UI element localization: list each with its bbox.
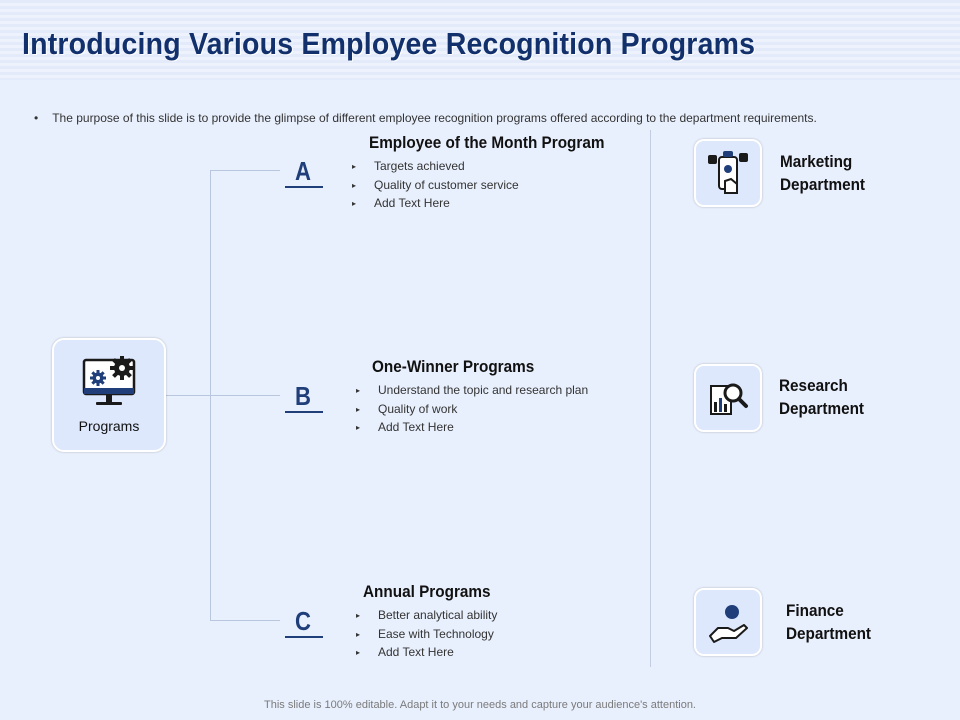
finance-dept-name <box>786 599 871 645</box>
letter-b: B <box>295 381 311 411</box>
section-b-title: One-Winner Programs <box>372 357 535 376</box>
list-item: ▸ Understand the topic and research plan <box>356 381 588 400</box>
list-item: ▸ Ease with Technology <box>356 625 497 644</box>
list-item: ▸ Better analytical ability <box>356 606 497 625</box>
marketing-tile <box>694 139 762 207</box>
social-media-phone-icon <box>704 149 752 197</box>
connector-a <box>210 170 280 171</box>
list-item: ▸ Add Text Here <box>356 418 588 437</box>
research-dept-name <box>779 374 864 420</box>
purpose-statement <box>34 111 817 125</box>
list-item: ▸ Targets achieved <box>352 157 519 176</box>
section-c-list <box>356 606 497 662</box>
dept-line: Department <box>780 175 866 194</box>
connector-center <box>162 395 280 396</box>
list-item: ▸ Add Text Here <box>356 643 497 662</box>
section-b-list <box>356 381 588 437</box>
dept-line: Finance <box>786 601 844 620</box>
research-tile <box>694 364 762 432</box>
letter-a: A <box>295 156 311 186</box>
dept-line: Marketing <box>780 152 853 171</box>
dept-line: Research <box>779 376 848 395</box>
column-divider <box>650 130 651 667</box>
bullet-dot: • <box>34 111 39 125</box>
section-a-list <box>352 157 519 213</box>
connector-c <box>210 620 280 621</box>
letter-b-underline <box>285 411 323 413</box>
list-item: ▸ Quality of customer service <box>352 176 519 195</box>
marketing-dept-name <box>780 150 865 196</box>
list-item: ▸ Quality of work <box>356 400 588 419</box>
dept-line: Department <box>779 399 865 418</box>
section-a-title: Employee of the Month Program <box>369 133 605 152</box>
programs-label: Programs <box>78 418 140 434</box>
slide-title: Introducing Various Employee Recognition Programs <box>22 26 756 61</box>
letter-c: C <box>295 606 311 636</box>
letter-a-underline <box>285 186 323 188</box>
dept-line: Department <box>786 624 872 643</box>
letter-c-underline <box>285 636 323 638</box>
hand-coin-icon <box>704 598 752 646</box>
list-item: ▸ Add Text Here <box>352 194 519 213</box>
magnifier-chart-icon <box>704 374 752 422</box>
finance-tile <box>694 588 762 656</box>
purpose-text: The purpose of this slide is to provide the glimpse of different employee recognition programs offered according to the department requirements. <box>52 111 817 125</box>
section-c-title: Annual Programs <box>363 582 491 601</box>
footer-note: This slide is 100% editable. Adapt it to your needs and capture your audience's attention. <box>264 699 696 711</box>
computer-gear-icon <box>82 354 138 412</box>
programs-tile <box>52 338 166 452</box>
